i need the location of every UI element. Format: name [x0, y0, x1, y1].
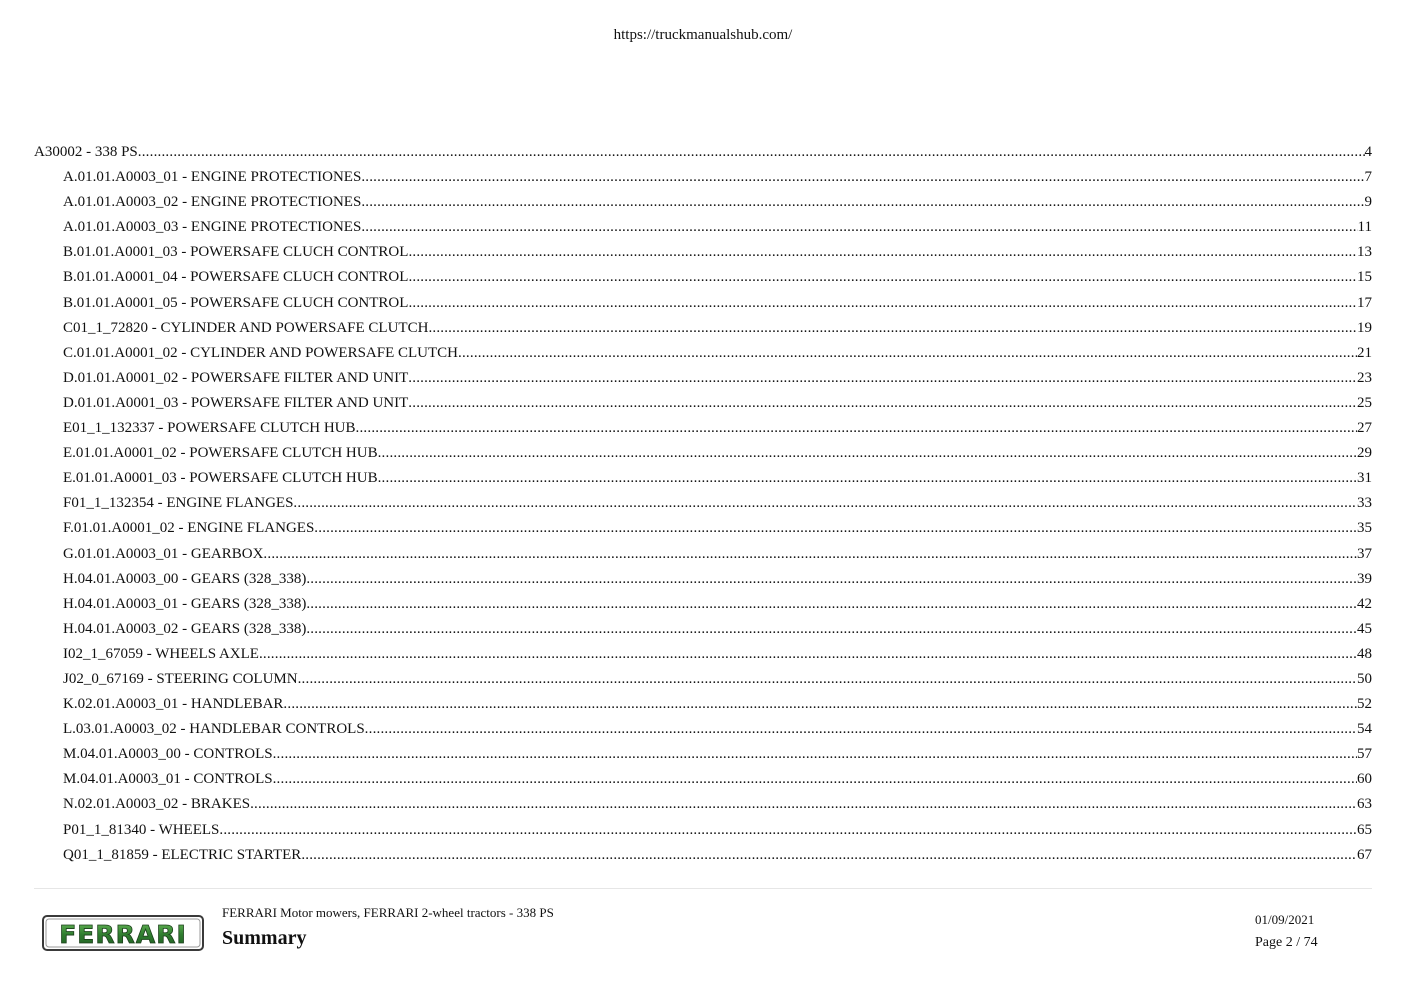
toc-entry-title: K.02.01.A0003_01 - HANDLEBAR	[63, 696, 284, 713]
toc-entry-title: B.01.01.A0001_05 - POWERSAFE CLUCH CONTROL	[63, 294, 409, 311]
toc-entry[interactable]	[34, 818, 1372, 843]
toc-entry-title: P01_1_81340 - WHEELS	[63, 821, 220, 838]
toc-entry-page: 29	[1357, 445, 1372, 462]
toc-entry-title: H.04.01.A0003_01 - GEARS (328_338)	[63, 595, 307, 612]
toc-entry-page: 13	[1357, 244, 1372, 261]
toc-leader-dots	[259, 642, 1357, 667]
toc-entry[interactable]	[34, 416, 1372, 441]
toc-entry-title: D.01.01.A0001_02 - POWERSAFE FILTER AND UNIT	[63, 369, 409, 386]
toc-leader-dots	[408, 366, 1357, 391]
toc-leader-dots	[273, 767, 1357, 792]
toc-entry-title: B.01.01.A0001_03 - POWERSAFE CLUCH CONTROL	[63, 244, 409, 261]
toc-entry-title: D.01.01.A0001_03 - POWERSAFE FILTER AND UNIT	[63, 394, 409, 411]
toc-entry-title: Q01_1_81859 - ELECTRIC STARTER	[63, 846, 302, 863]
toc-entry[interactable]	[34, 592, 1372, 617]
toc-entry-page: 23	[1357, 369, 1372, 386]
toc-entry[interactable]	[34, 215, 1372, 240]
toc-entry[interactable]	[34, 240, 1372, 265]
toc-entry-title: E01_1_132337 - POWERSAFE CLUTCH HUB	[63, 420, 356, 437]
toc-entry-page: 17	[1357, 294, 1372, 311]
toc-entry-page: 65	[1357, 821, 1372, 838]
toc-leader-dots	[408, 391, 1357, 416]
toc-entry[interactable]	[34, 767, 1372, 792]
toc-entry-title: C01_1_72820 - CYLINDER AND POWERSAFE CLUTCH	[63, 319, 429, 336]
toc-leader-dots	[408, 291, 1357, 316]
toc-entry-title: L.03.01.A0003_02 - HANDLEBAR CONTROLS	[63, 721, 365, 738]
source-url[interactable]: https://truckmanualshub.com/	[613, 27, 793, 43]
footer-divider	[34, 888, 1372, 889]
toc-entry-page: 27	[1357, 420, 1372, 437]
toc-entry-title: F.01.01.A0001_02 - ENGINE FLANGES	[63, 520, 315, 537]
toc-entry[interactable]	[34, 792, 1372, 817]
toc-entry-title: E.01.01.A0001_02 - POWERSAFE CLUTCH HUB	[63, 445, 378, 462]
toc-leader-dots	[408, 240, 1357, 265]
toc-entry-page: 19	[1357, 319, 1372, 336]
toc-leader-dots	[361, 215, 1357, 240]
toc-entry[interactable]	[34, 642, 1372, 667]
toc-entry-page: 60	[1357, 771, 1372, 788]
toc-leader-dots	[428, 316, 1357, 341]
toc-entry[interactable]	[34, 742, 1372, 767]
toc-leader-dots	[219, 818, 1357, 843]
toc-leader-dots	[356, 416, 1357, 441]
toc-entry-page: 15	[1357, 269, 1372, 286]
toc-entry-page: 37	[1357, 545, 1372, 562]
toc-entry-page: 9	[1364, 194, 1372, 211]
document-date: 01/09/2021	[1255, 912, 1315, 927]
toc-entry-page: 33	[1357, 495, 1372, 512]
toc-entry[interactable]	[34, 441, 1372, 466]
toc-leader-dots	[306, 617, 1357, 642]
table-of-contents	[34, 140, 1372, 868]
toc-entry[interactable]	[34, 140, 1372, 165]
toc-leader-dots	[273, 742, 1357, 767]
toc-entry-page: 7	[1364, 169, 1372, 186]
toc-entry-page: 57	[1357, 746, 1372, 763]
toc-leader-dots	[365, 717, 1357, 742]
toc-entry-page: 52	[1357, 696, 1372, 713]
toc-entry-page: 45	[1357, 620, 1372, 637]
toc-entry[interactable]	[34, 391, 1372, 416]
toc-entry-title: E.01.01.A0001_03 - POWERSAFE CLUTCH HUB	[63, 470, 378, 487]
toc-entry[interactable]	[34, 366, 1372, 391]
toc-entry-title: F01_1_132354 - ENGINE FLANGES	[63, 495, 294, 512]
toc-leader-dots	[306, 567, 1357, 592]
page-number: Page 2 / 74	[1255, 935, 1318, 950]
toc-entry-page: 50	[1357, 670, 1372, 687]
toc-leader-dots	[378, 466, 1357, 491]
toc-entry-page: 25	[1357, 394, 1372, 411]
toc-entry-page: 67	[1357, 846, 1372, 863]
toc-leader-dots	[250, 792, 1357, 817]
toc-entry-page: 48	[1357, 645, 1372, 662]
toc-leader-dots	[138, 140, 1365, 165]
toc-leader-dots	[361, 190, 1364, 215]
toc-entry-page: 39	[1357, 570, 1372, 587]
toc-leader-dots	[301, 843, 1357, 868]
toc-leader-dots	[283, 692, 1357, 717]
toc-entry[interactable]	[34, 190, 1372, 215]
toc-entry[interactable]	[34, 717, 1372, 742]
toc-entry-title: M.04.01.A0003_00 - CONTROLS	[63, 746, 273, 763]
toc-leader-dots	[306, 592, 1357, 617]
toc-entry-page: 4	[1364, 144, 1372, 160]
toc-entry-title: A.01.01.A0003_02 - ENGINE PROTECTIONES	[63, 194, 362, 211]
toc-entry[interactable]	[34, 291, 1372, 316]
toc-entry-page: 42	[1357, 595, 1372, 612]
toc-leader-dots	[298, 667, 1357, 692]
svg-text:FERRARI: FERRARI	[59, 920, 187, 949]
toc-entry[interactable]	[34, 567, 1372, 592]
toc-entry-title: H.04.01.A0003_00 - GEARS (328_338)	[63, 570, 307, 587]
toc-entry-title: A.01.01.A0003_01 - ENGINE PROTECTIONES	[63, 169, 362, 186]
toc-entry-page: 54	[1357, 721, 1372, 738]
toc-leader-dots	[458, 341, 1357, 366]
toc-entry[interactable]	[34, 516, 1372, 541]
toc-entry-title: A.01.01.A0003_03 - ENGINE PROTECTIONES	[63, 219, 362, 236]
toc-entry[interactable]	[34, 491, 1372, 516]
toc-entry-page: 31	[1357, 470, 1372, 487]
toc-entry-title: C.01.01.A0001_02 - CYLINDER AND POWERSAFE CLUTCH	[63, 344, 459, 361]
toc-entry[interactable]	[34, 165, 1372, 190]
toc-entry-title: M.04.01.A0003_01 - CONTROLS	[63, 771, 273, 788]
ferrari-logo	[42, 915, 204, 951]
toc-entry-page: 11	[1357, 219, 1372, 236]
toc-entry[interactable]	[34, 341, 1372, 366]
section-heading: Summary	[222, 927, 307, 949]
toc-entry[interactable]	[34, 617, 1372, 642]
toc-entry[interactable]	[34, 692, 1372, 717]
document-subtitle: FERRARI Motor mowers, FERRARI 2-wheel tractors - 338 PS	[222, 905, 554, 920]
toc-leader-dots	[263, 542, 1357, 567]
toc-entry[interactable]	[34, 843, 1372, 868]
toc-entry-page: 63	[1357, 796, 1372, 813]
toc-entry-page: 21	[1357, 344, 1372, 361]
toc-entry-page: 35	[1357, 520, 1372, 537]
toc-entry-title: N.02.01.A0003_02 - BRAKES	[63, 796, 251, 813]
toc-entry-title: J02_0_67169 - STEERING COLUMN	[63, 670, 298, 687]
toc-entry-title: A30002 - 338 PS	[34, 144, 138, 160]
toc-leader-dots	[293, 491, 1357, 516]
toc-leader-dots	[361, 165, 1364, 190]
toc-leader-dots	[314, 516, 1357, 541]
toc-entry-title: G.01.01.A0003_01 - GEARBOX	[63, 545, 264, 562]
toc-entry[interactable]	[34, 667, 1372, 692]
toc-entry-title: I02_1_67059 - WHEELS AXLE	[63, 645, 259, 662]
toc-leader-dots	[378, 441, 1357, 466]
toc-entry[interactable]	[34, 265, 1372, 290]
toc-entry[interactable]	[34, 316, 1372, 341]
toc-leader-dots	[408, 265, 1357, 290]
toc-entry[interactable]	[34, 542, 1372, 567]
toc-entry-title: B.01.01.A0001_04 - POWERSAFE CLUCH CONTROL	[63, 269, 409, 286]
toc-entry[interactable]	[34, 466, 1372, 491]
toc-entry-title: H.04.01.A0003_02 - GEARS (328_338)	[63, 620, 307, 637]
